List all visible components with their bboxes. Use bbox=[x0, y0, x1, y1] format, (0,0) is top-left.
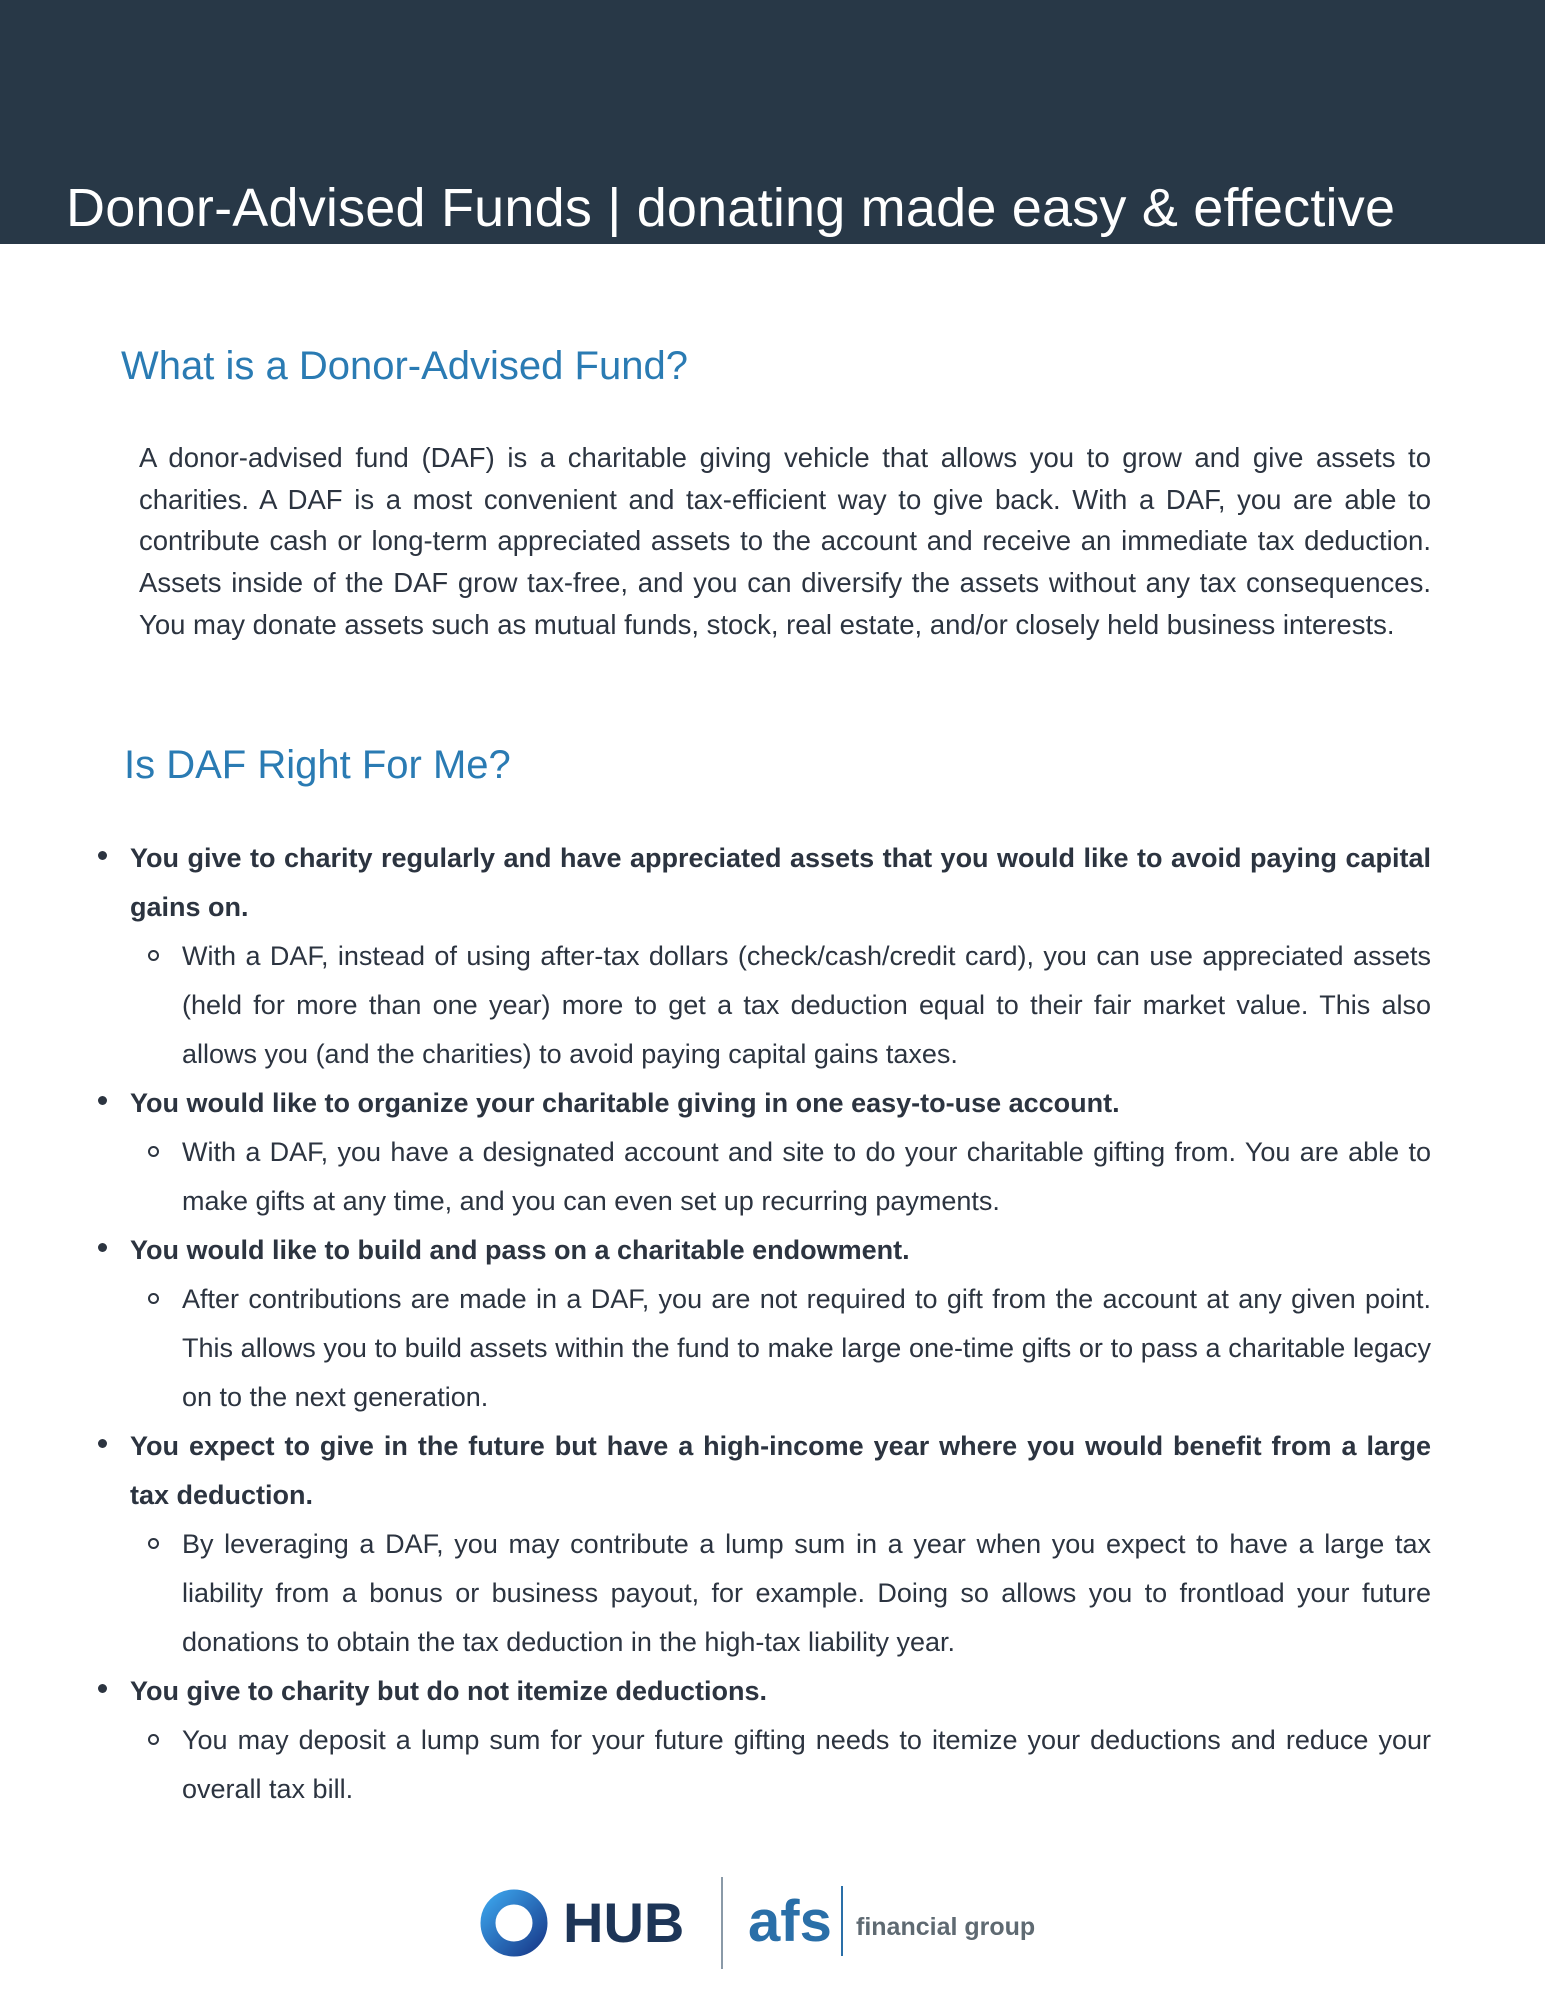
criteria-detail: With a DAF, instead of using after-tax dollars (check/cash/credit card), you can use appreciated assets (held for more than one year) more to get a tax deduction equal to their fair market value. This also allows you (and the charities) to avoid paying capital gains taxes. bbox=[182, 941, 1431, 1069]
list-item bbox=[96, 1422, 1431, 1667]
list-item bbox=[96, 1667, 1431, 1814]
circle-bullet-icon bbox=[148, 950, 159, 961]
criteria-detail: By leveraging a DAF, you may contribute a lump sum in a year when you expect to have a large tax liability from a bonus or business payout, for example. Doing so allows you to frontload your future donations to obtain the tax deduction in the high-tax liability year. bbox=[182, 1529, 1431, 1657]
list-item bbox=[130, 932, 1431, 1079]
criteria-title: You expect to give in the future but have a high-income year where you would benefit from a large tax deduction. bbox=[130, 1431, 1431, 1510]
bullet-icon bbox=[98, 1243, 107, 1252]
list-item bbox=[96, 834, 1431, 1079]
criteria-detail: With a DAF, you have a designated account and site to do your charitable gifting from. You are able to make gifts at any time, and you can even set up recurring payments. bbox=[182, 1137, 1431, 1216]
list-item bbox=[130, 1275, 1431, 1422]
footer-logo bbox=[478, 1874, 1038, 1972]
hub-ring-icon bbox=[488, 1897, 540, 1949]
list-item bbox=[130, 1128, 1431, 1226]
section-heading-what-is-daf: What is a Donor-Advised Fund? bbox=[121, 344, 688, 388]
financial-group-text: financial group bbox=[856, 1913, 1036, 1941]
afs-wordmark: afs bbox=[748, 1889, 832, 1954]
criteria-title: You would like to build and pass on a charitable endowment. bbox=[130, 1235, 910, 1265]
section-heading-is-daf-right: Is DAF Right For Me? bbox=[124, 743, 511, 787]
circle-bullet-icon bbox=[148, 1734, 159, 1745]
page-title: Donor-Advised Funds | donating made easy & effective bbox=[66, 178, 1396, 238]
criteria-details bbox=[130, 932, 1431, 1079]
list-item bbox=[130, 1520, 1431, 1667]
criteria-details bbox=[130, 1520, 1431, 1667]
list-item bbox=[96, 1226, 1431, 1422]
intro-paragraph: A donor-advised fund (DAF) is a charitable giving vehicle that allows you to grow and give assets to charities. A DAF is a most convenient and tax-efficient way to give back. With a DAF, you are able to contribute cash or long-term appreciated assets to the account and receive an immediate tax deduction. Assets inside of the DAF grow tax-free, and you can diversify the assets without any tax consequences. You may donate assets such as mutual funds, stock, real estate, and/or closely held business interests. bbox=[139, 442, 1431, 640]
criteria-list bbox=[96, 834, 1431, 1814]
hub-wordmark: HUB bbox=[563, 1891, 685, 1954]
criteria-title: You give to charity regularly and have appreciated assets that you would like to avoid paying capital gains on. bbox=[130, 843, 1431, 922]
criteria-details bbox=[130, 1716, 1431, 1814]
bullet-icon bbox=[98, 1684, 107, 1693]
criteria-details bbox=[130, 1275, 1431, 1422]
criteria-detail: After contributions are made in a DAF, you are not required to gift from the account at any given point. This allows you to build assets within the fund to make large one-time gifts or to pass a charitable legacy on to the next generation. bbox=[182, 1284, 1431, 1412]
list-item bbox=[96, 1079, 1431, 1226]
circle-bullet-icon bbox=[148, 1538, 159, 1549]
criteria-title: You give to charity but do not itemize deductions. bbox=[130, 1676, 768, 1706]
bullet-icon bbox=[98, 1096, 107, 1105]
criteria-details bbox=[130, 1128, 1431, 1226]
list-item bbox=[130, 1716, 1431, 1814]
circle-bullet-icon bbox=[148, 1293, 159, 1304]
criteria-detail: You may deposit a lump sum for your future gifting needs to itemize your deductions and reduce your overall tax bill. bbox=[182, 1725, 1431, 1804]
circle-bullet-icon bbox=[148, 1146, 159, 1157]
hub-afs-logo bbox=[478, 1874, 1038, 1972]
bullet-icon bbox=[98, 1439, 107, 1448]
bullet-icon bbox=[98, 851, 107, 860]
criteria-title: You would like to organize your charitable giving in one easy-to-use account. bbox=[130, 1088, 1120, 1118]
